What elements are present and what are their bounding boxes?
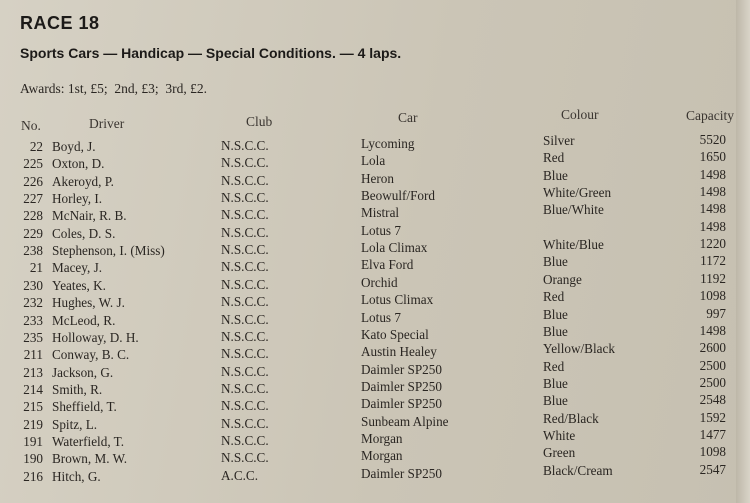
entry-number: 233 xyxy=(23,312,43,328)
entry-colour: White/Green xyxy=(543,185,612,201)
entry-number: 211 xyxy=(23,347,43,363)
entry-capacity: 2548 xyxy=(699,392,726,408)
header-no: No. xyxy=(21,118,41,133)
entry-car: Morgan xyxy=(361,448,403,464)
entry-driver: Hughes, W. J. xyxy=(52,295,125,311)
entry-colour: Blue xyxy=(543,323,568,339)
entry-driver: Stephenson, I. (Miss) xyxy=(52,243,165,259)
entry-capacity: 1220 xyxy=(699,236,726,252)
entry-driver: Hitch, G. xyxy=(52,468,101,484)
entry-capacity: 1498 xyxy=(699,201,726,217)
entry-colour: Blue xyxy=(543,306,568,322)
entry-car: Daimler SP250 xyxy=(361,465,442,481)
entry-driver: Akeroyd, P. xyxy=(52,173,114,189)
entry-club: N.S.C.C. xyxy=(221,311,269,327)
entry-colour: Silver xyxy=(543,133,575,148)
entry-club: N.S.C.C. xyxy=(221,294,269,310)
entry-capacity: 1498 xyxy=(699,166,726,182)
entry-number: 229 xyxy=(23,225,43,241)
entry-colour: White xyxy=(543,427,576,443)
entry-number: 216 xyxy=(23,468,43,484)
entry-number: 215 xyxy=(23,399,43,415)
entry-colour: Blue/White xyxy=(543,202,604,218)
entry-car: Mistral xyxy=(361,205,400,221)
entry-colour: Red xyxy=(543,289,565,305)
entry-driver: Brown, M. W. xyxy=(52,451,128,467)
entry-number: 225 xyxy=(23,156,43,172)
entry-number: 22 xyxy=(29,139,43,154)
entry-capacity: 2547 xyxy=(699,461,726,477)
entry-number: 228 xyxy=(23,208,43,224)
entry-car: Lycoming xyxy=(361,136,415,151)
entry-club: N.S.C.C. xyxy=(221,380,269,396)
race-subtitle: Sports Cars — Handicap — Special Conditions. — 4 laps. xyxy=(20,45,402,61)
entry-car: Lotus 7 xyxy=(361,222,401,238)
entry-driver: Holloway, D. H. xyxy=(52,329,139,345)
entry-number: 232 xyxy=(23,295,43,311)
entry-driver: McNair, R. B. xyxy=(52,208,127,224)
entry-capacity: 1498 xyxy=(699,184,726,200)
entry-car: Morgan xyxy=(361,430,403,446)
entry-number: 230 xyxy=(23,277,43,293)
entry-capacity: 1098 xyxy=(699,444,726,460)
entry-club: N.S.C.C. xyxy=(221,328,269,344)
entry-capacity: 1192 xyxy=(700,270,726,286)
entry-driver: Waterfield, T. xyxy=(52,433,125,449)
entry-driver: Horley, I. xyxy=(52,191,103,207)
entry-car: Lola xyxy=(361,153,386,169)
entry-colour: Blue xyxy=(543,254,568,270)
entry-number: 227 xyxy=(23,191,43,207)
entry-driver: Jackson, G. xyxy=(52,364,114,380)
entry-capacity: 2500 xyxy=(699,357,726,373)
entry-capacity: 1498 xyxy=(699,218,726,234)
entry-driver: Boyd, J. xyxy=(52,139,96,154)
entry-number: 213 xyxy=(23,364,43,380)
entry-club: N.S.C.C. xyxy=(221,242,269,258)
entry-capacity: 1172 xyxy=(700,253,726,269)
entry-club: N.S.C.C. xyxy=(221,259,269,275)
entry-car: Lotus Climax xyxy=(361,292,434,308)
entry-club: N.S.C.C. xyxy=(221,172,269,188)
entry-capacity: 2500 xyxy=(699,374,726,390)
entry-car: Beowulf/Ford xyxy=(361,188,435,204)
entry-colour: Black/Cream xyxy=(543,462,613,478)
entry-driver: Coles, D. S. xyxy=(52,225,116,241)
entry-capacity: 1650 xyxy=(699,149,726,165)
entry-driver: McLeod, R. xyxy=(52,312,116,328)
entry-capacity: 5520 xyxy=(699,132,726,147)
entry-number: 190 xyxy=(23,451,43,467)
entry-capacity: 1477 xyxy=(699,426,726,442)
entry-driver: Conway, B. C. xyxy=(52,347,130,363)
entry-club: N.S.C.C. xyxy=(221,207,269,223)
header-car: Car xyxy=(398,110,418,125)
table-row xyxy=(0,461,740,486)
race-title: RACE 18 xyxy=(20,13,100,33)
entry-colour: Blue xyxy=(543,375,568,391)
entry-car: Elva Ford xyxy=(361,257,414,273)
entry-club: N.S.C.C. xyxy=(221,276,269,292)
entry-number: 235 xyxy=(23,329,43,345)
entry-club: N.S.C.C. xyxy=(221,415,269,431)
entry-number: 238 xyxy=(23,243,43,259)
entry-club: N.S.C.C. xyxy=(221,346,269,362)
entry-colour: Blue xyxy=(543,167,568,183)
entry-colour: White/Blue xyxy=(543,237,604,253)
entry-car: Daimler SP250 xyxy=(361,361,442,377)
entry-colour: Orange xyxy=(543,271,582,287)
entry-number: 191 xyxy=(23,433,43,449)
entry-colour: Red xyxy=(543,358,565,374)
entry-colour: Red xyxy=(543,150,565,166)
entry-car: Sunbeam Alpine xyxy=(361,413,449,429)
entry-capacity: 1498 xyxy=(699,322,726,338)
entry-club: N.S.C.C. xyxy=(221,190,269,206)
entry-capacity: 997 xyxy=(706,305,726,321)
entry-car: Lotus 7 xyxy=(361,309,401,325)
awards-line: Awards: 1st, £5; 2nd, £3; 3rd, £2. xyxy=(20,81,208,96)
entry-club: N.S.C.C. xyxy=(221,398,269,414)
header-capacity: Capacity xyxy=(686,108,734,123)
entry-club: N.S.C.C. xyxy=(221,432,269,448)
entry-club: N.S.C.C. xyxy=(221,138,269,153)
entry-capacity: 2600 xyxy=(699,340,726,356)
entry-driver: Yeates, K. xyxy=(52,277,106,293)
entry-colour: Blue xyxy=(543,393,568,409)
entry-number: 21 xyxy=(29,260,43,276)
header-club: Club xyxy=(246,114,273,129)
entry-number: 226 xyxy=(23,173,43,189)
entry-club: N.S.C.C. xyxy=(221,450,269,466)
entry-car: Kato Special xyxy=(361,326,429,342)
entry-driver: Sheffield, T. xyxy=(52,399,117,415)
entry-driver: Oxton, D. xyxy=(52,156,105,172)
entry-club: N.S.C.C. xyxy=(221,224,269,240)
header-driver: Driver xyxy=(89,116,125,131)
entry-colour: Yellow/Black xyxy=(543,341,615,357)
entry-club: N.S.C.C. xyxy=(221,363,269,379)
entry-car: Daimler SP250 xyxy=(361,378,442,394)
entry-number: 219 xyxy=(23,416,43,432)
entry-colour: Red/Black xyxy=(543,410,599,426)
entry-driver: Macey, J. xyxy=(52,260,103,276)
entry-driver: Spitz, L. xyxy=(52,416,98,432)
entry-car: Austin Healey xyxy=(361,344,437,360)
entry-number: 214 xyxy=(23,381,43,397)
entry-club: N.S.C.C. xyxy=(221,155,269,171)
entry-driver: Smith, R. xyxy=(52,381,103,397)
entry-car: Lola Climax xyxy=(361,240,428,256)
entry-capacity: 1592 xyxy=(699,409,726,425)
entry-capacity: 1098 xyxy=(699,288,726,304)
header-colour: Colour xyxy=(561,107,599,122)
entry-colour: Green xyxy=(543,445,576,461)
entry-car: Daimler SP250 xyxy=(361,396,442,412)
entry-club: A.C.C. xyxy=(221,467,259,483)
entry-car: Orchid xyxy=(361,274,398,290)
entry-car: Heron xyxy=(361,170,394,186)
